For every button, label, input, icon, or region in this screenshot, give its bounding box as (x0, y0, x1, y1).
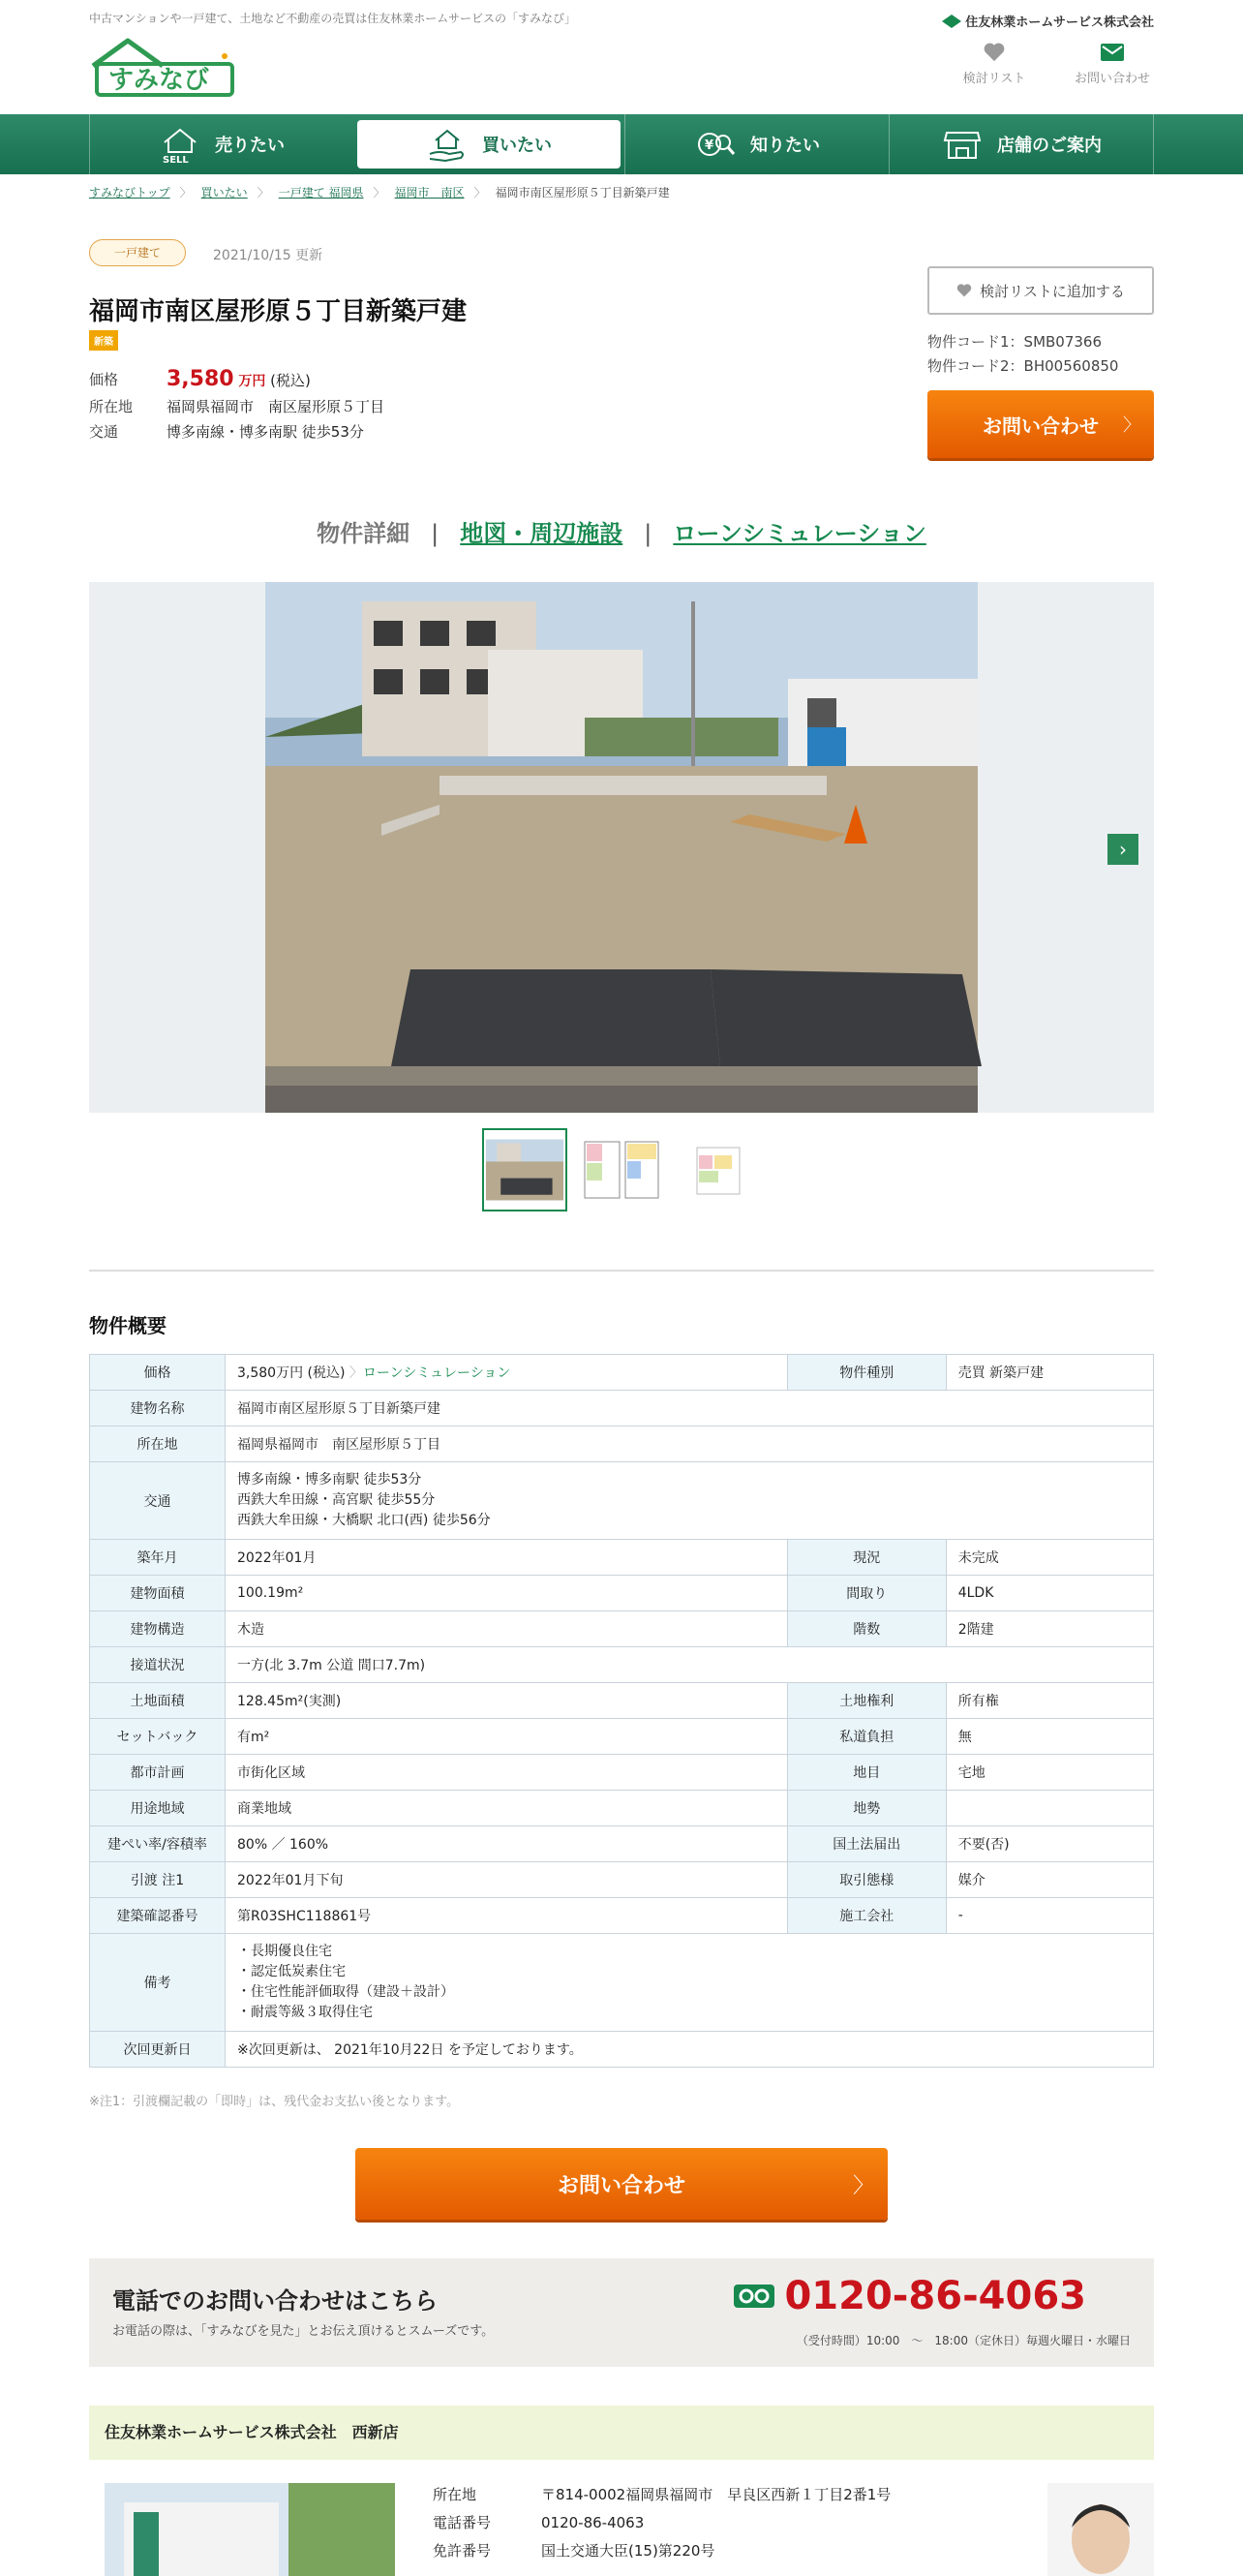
table-value: 不要(否) (946, 1826, 1153, 1862)
table-value: 一方(北 3.7m 公道 間口7.7m) (226, 1647, 1154, 1683)
store-icon (941, 125, 984, 164)
money-search-icon (694, 125, 737, 164)
updated-date: 2021/10/15 更新 (213, 248, 323, 263)
price-unit: 万円 (238, 374, 266, 389)
staff-photo (1047, 2483, 1154, 2576)
nav-tab-label: 売りたい (215, 136, 285, 156)
phone-hours: （受付時間）10:00 ～ 18:00（定休日）毎週火曜日・水曜日 (796, 2334, 1131, 2347)
table-value: 宅地 (946, 1755, 1153, 1791)
table-key: 所在地 (90, 1426, 226, 1462)
table-value: 媒介 (946, 1862, 1153, 1898)
store-address: 〒814-0002福岡県福岡市 早良区西新１丁目2番1号 (541, 2486, 892, 2503)
table-key: 用途地域 (90, 1791, 226, 1826)
loan-simulation-link[interactable]: ローンシミュレーション (362, 1365, 511, 1381)
table-row (90, 1540, 1154, 1576)
table-value: 無 (946, 1719, 1153, 1755)
table-key: 国土法届出 (787, 1826, 946, 1862)
mail-icon (1101, 43, 1124, 62)
breadcrumb-city[interactable]: 福岡市 南区 (394, 186, 465, 199)
house-sell-icon (159, 125, 201, 164)
table-value: 木造 (226, 1611, 788, 1647)
table-key: 土地権利 (787, 1683, 946, 1719)
new-badge: 新築 (89, 330, 118, 351)
site-header (89, 0, 1154, 114)
table-key: 価格 (90, 1355, 226, 1391)
footnote: ※注1：引渡欄記載の「即時」は、残代金お支払い後となります。 (89, 2095, 460, 2109)
table-value: 100.19m² (226, 1576, 788, 1611)
table-value (946, 1791, 1153, 1826)
breadcrumb-buy[interactable]: 買いたい (200, 186, 248, 199)
detail-tabs: 物件詳細 | 地図・周辺施設 | ローンシミュレーション (317, 520, 926, 547)
table-key: 備考 (90, 1934, 226, 2032)
transit-label: 交通 (89, 423, 119, 441)
property-code-1: 物件コード1：SMB07366 (927, 333, 1103, 351)
table-row (90, 1755, 1154, 1791)
table-row (90, 1898, 1154, 1934)
table-row (90, 1462, 1154, 1540)
table-key: 建築確認番号 (90, 1898, 226, 1934)
table-key: 建物名称 (90, 1391, 226, 1426)
store-tel-label: 電話番号 (433, 2514, 492, 2531)
table-key: 建ぺい率/容積率 (90, 1826, 226, 1862)
gallery-next-button[interactable]: › (1107, 834, 1138, 865)
table-value: 未完成 (946, 1540, 1153, 1576)
corp-leaf-icon (942, 15, 961, 28)
table-key: 土地面積 (90, 1683, 226, 1719)
phone-number[interactable]: 0120-86-4063 (734, 2274, 1086, 2318)
contact-button-label: お問い合わせ (557, 2173, 685, 2198)
table-row (90, 1355, 1154, 1391)
price-value: 3,580 (167, 367, 234, 391)
table-key: 建物面積 (90, 1576, 226, 1611)
key-info (89, 367, 384, 445)
table-row (90, 1862, 1154, 1898)
logo-text: すみなび (108, 66, 210, 95)
thumbnail-floorplan-1[interactable] (579, 1128, 664, 1211)
property-code-2: 物件コード2：BH00560850 (927, 357, 1119, 375)
suminavi-logo[interactable] (89, 37, 234, 99)
table-key: 引渡 注1 (90, 1862, 226, 1898)
photo-gallery (89, 582, 1154, 1113)
svg-text:SELL: SELL (163, 155, 189, 166)
thumbnail-floorplan-2[interactable] (676, 1128, 761, 1211)
table-key: 地目 (787, 1755, 946, 1791)
contact-label: お問い合わせ (1074, 72, 1150, 86)
table-value: 4LDK (946, 1576, 1153, 1611)
table-key: 地勢 (787, 1791, 946, 1826)
store-details (433, 2481, 891, 2565)
table-value: 売買 新築戸建 (946, 1355, 1153, 1391)
corp-name-text: 住友林業ホームサービス株式会社 (965, 15, 1154, 30)
table-value: 博多南線・博多南駅 徒歩53分 西鉄大牟田線・高宮駅 徒歩55分 西鉄大牟田線・大橋駅 北口(西) 徒歩56分 (226, 1462, 1154, 1540)
favorites-label: 検討リスト (962, 72, 1026, 86)
price-label: 価格 (89, 371, 119, 388)
breadcrumb-top[interactable]: すみなびトップ (89, 186, 170, 199)
table-key: 建物構造 (90, 1611, 226, 1647)
svg-text:¥: ¥ (705, 138, 714, 153)
address-value: 福岡県福岡市 南区屋形原５丁目 (167, 398, 385, 415)
table-value: 第R03SHC118861号 (226, 1898, 788, 1934)
header-contact-link[interactable] (1071, 43, 1154, 86)
table-key: 築年月 (90, 1540, 226, 1576)
nav-tab-label: 知りたい (750, 136, 820, 156)
table-row (90, 1391, 1154, 1426)
corporate-name[interactable] (942, 12, 1154, 30)
contact-button-label: お問い合わせ (983, 414, 1099, 438)
breadcrumb: すみなびトップ 〉 買いたい 〉 一戸建て 福岡県 〉 福岡市 南区 〉 福岡市南区屋形原５丁目新築戸建 (89, 186, 670, 199)
nav-tab-sell[interactable] (89, 114, 353, 174)
table-value: 2022年01月下旬 (226, 1862, 788, 1898)
house-hand-icon (426, 125, 469, 164)
page-title: 福岡市南区屋形原５丁目新築戸建 (89, 297, 468, 326)
summary-heading: 物件概要 (89, 1314, 167, 1337)
contact-button[interactable] (927, 390, 1154, 458)
store-license: 国土交通大臣(15)第220号 (541, 2542, 715, 2560)
breadcrumb-prefecture[interactable]: 一戸建て 福岡県 (278, 186, 364, 199)
thumbnail-strip (89, 1128, 1154, 1211)
phone-subtext: お電話の際は、「すみなびを見た」とお伝え頂けるとスムーズです。 (112, 2324, 495, 2339)
property-summary-table (89, 1354, 1154, 2068)
table-key: 階数 (787, 1611, 946, 1647)
add-to-favorites-button[interactable] (927, 266, 1154, 315)
tab-loan[interactable]: ローンシミュレーション (673, 520, 926, 547)
table-value: 市街化区域 (226, 1755, 788, 1791)
table-key: 次回更新日 (90, 2032, 226, 2068)
table-row (90, 1791, 1154, 1826)
store-tel[interactable]: 0120-86-4063 (541, 2514, 645, 2531)
tab-map[interactable]: 地図・周辺施設 (460, 520, 623, 547)
property-type-badge: 一戸建て (89, 239, 186, 266)
table-key: 間取り (787, 1576, 946, 1611)
table-row (90, 2032, 1154, 2068)
heart-icon (984, 43, 1005, 62)
header-tagline: 中古マンションや一戸建て、土地など不動産の売買は住友林業ホームサービスの「すみなび」 (89, 12, 576, 25)
nav-tab-stores[interactable] (889, 114, 1154, 174)
nav-tab-label: 買いたい (482, 136, 552, 156)
table-value: ・長期優良住宅 ・認定低炭素住宅 ・住宅性能評価取得（建設＋設計） ・耐震等級３取得住宅 (226, 1934, 1154, 2032)
table-row (90, 1683, 1154, 1719)
store-info (89, 2460, 1154, 2576)
freedial-icon (734, 2285, 774, 2308)
store-license-label: 免許番号 (433, 2542, 492, 2560)
table-row (90, 1611, 1154, 1647)
property-codes (927, 330, 1118, 379)
table-key: 物件種別 (787, 1355, 946, 1391)
table-value: 福岡市南区屋形原５丁目新築戸建 (226, 1391, 1154, 1426)
heart-icon (956, 284, 972, 297)
fav-button-label: 検討リストに追加する (980, 282, 1125, 300)
chevron-right-icon: 〉 (1123, 415, 1140, 436)
table-value: ※次回更新は、 2021年10月22日 を予定しております。 (226, 2032, 1154, 2068)
transit-value: 博多南線・博多南駅 徒歩53分 (167, 423, 364, 441)
phone-heading: 電話でのお問い合わせはこちら (112, 2287, 438, 2315)
table-key: 交通 (90, 1462, 226, 1540)
header-favorites-link[interactable] (953, 43, 1036, 86)
table-value: 2022年01月 (226, 1540, 788, 1576)
store-address-label: 所在地 (433, 2486, 477, 2503)
table-key: 私道負担 (787, 1719, 946, 1755)
table-key: 接道状況 (90, 1647, 226, 1683)
table-row (90, 1826, 1154, 1862)
table-value: 有m² (226, 1719, 788, 1755)
table-key: 現況 (787, 1540, 946, 1576)
table-value: 2階建 (946, 1611, 1153, 1647)
table-value: - (946, 1898, 1153, 1934)
table-value: 3,580万円 (税込) 〉ローンシミュレーション (226, 1355, 788, 1391)
table-value: 80% ／ 160% (226, 1826, 788, 1862)
section-divider (89, 1270, 1154, 1272)
nav-tab-label: 店舗のご案内 (997, 136, 1102, 156)
nav-tab-buy[interactable] (357, 120, 621, 169)
table-value: 商業地域 (226, 1791, 788, 1826)
store-photo (105, 2483, 395, 2576)
main-photo[interactable] (265, 582, 978, 1113)
table-row (90, 1426, 1154, 1462)
table-key: 取引態様 (787, 1862, 946, 1898)
contact-button-bottom[interactable] (355, 2148, 888, 2220)
table-row (90, 1934, 1154, 2032)
nav-tab-learn[interactable] (624, 114, 889, 174)
table-row (90, 1719, 1154, 1755)
table-key: セットバック (90, 1719, 226, 1755)
table-row (90, 1576, 1154, 1611)
thumbnail-photo[interactable] (482, 1128, 567, 1211)
phone-contact-box (89, 2258, 1154, 2367)
global-nav (0, 114, 1243, 174)
table-key: 都市計画 (90, 1755, 226, 1791)
price-tax: (税込) (270, 372, 311, 389)
table-value: 所有権 (946, 1683, 1153, 1719)
store-name-bar: 住友林業ホームサービス株式会社 西新店 (89, 2406, 1154, 2460)
table-row (90, 1647, 1154, 1683)
table-key: 施工会社 (787, 1898, 946, 1934)
chevron-right-icon: 〉 (852, 2173, 874, 2198)
table-value: 128.45m²(実測) (226, 1683, 788, 1719)
breadcrumb-current: 福岡市南区屋形原５丁目新築戸建 (495, 186, 670, 199)
address-label: 所在地 (89, 398, 134, 415)
tab-detail[interactable]: 物件詳細 (317, 520, 410, 547)
table-value: 福岡県福岡市 南区屋形原５丁目 (226, 1426, 1154, 1462)
